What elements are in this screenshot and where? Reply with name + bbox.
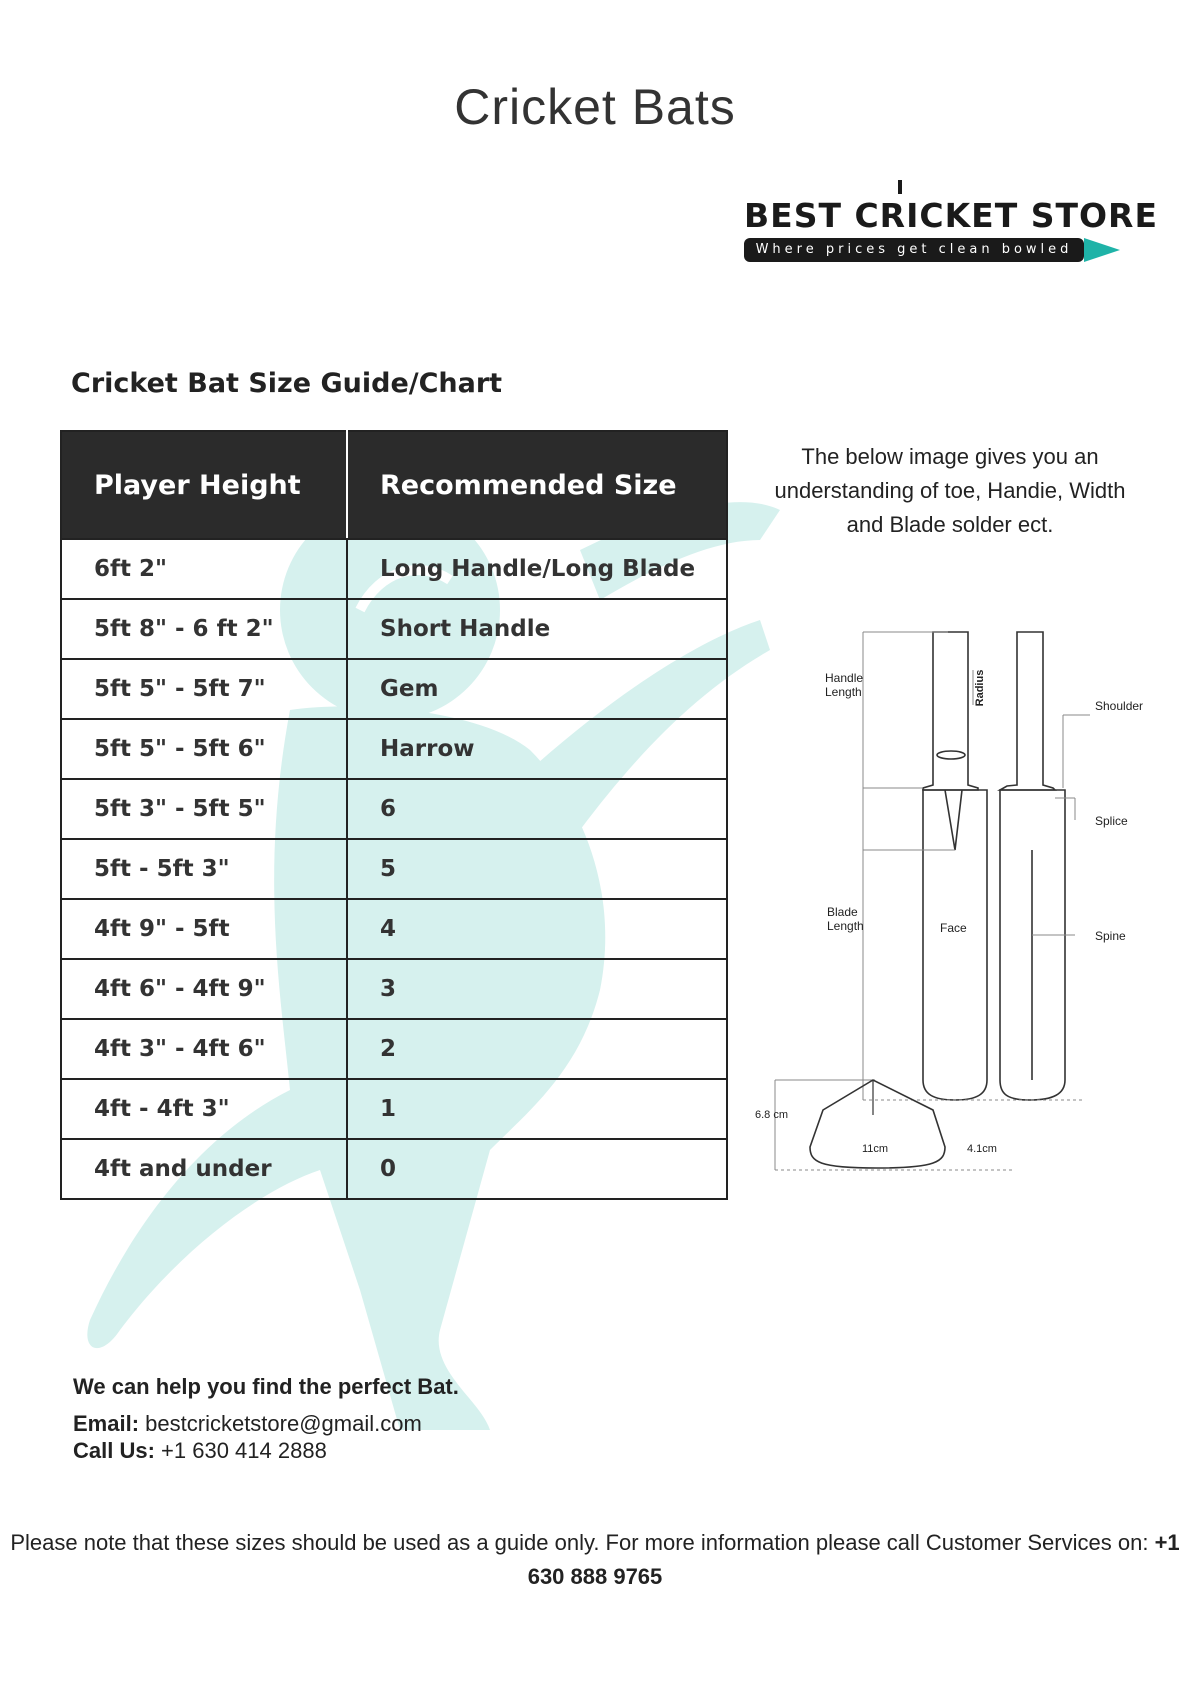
player-height-cell: 5ft 3" - 5ft 5" — [61, 779, 347, 839]
table-header-row — [61, 431, 727, 539]
page-title: Cricket Bats — [454, 79, 736, 135]
shoulder-label: Shoulder — [1095, 699, 1144, 713]
radius-label: Radius — [974, 669, 986, 707]
phone-label: Call Us: — [73, 1438, 155, 1463]
blade-length-label: Blade — [827, 905, 858, 919]
email-line — [73, 1410, 459, 1437]
recommended-size-cell: 1 — [347, 1079, 727, 1139]
spine-label: Spine — [1095, 929, 1126, 943]
front-bat-blade-icon — [923, 790, 987, 1100]
player-height-cell: 5ft 8" - 6 ft 2" — [61, 599, 347, 659]
player-height-cell: 5ft 5" - 5ft 6" — [61, 719, 347, 779]
table-row — [61, 899, 727, 959]
edge-label: 4.1cm — [967, 1143, 997, 1155]
handle-length-label-2: Length — [825, 685, 862, 699]
table-row — [61, 1079, 727, 1139]
email-label: Email: — [73, 1411, 140, 1436]
width-label: 11cm — [861, 1143, 889, 1155]
blade-length-label-2: Length — [827, 919, 864, 933]
recommended-size-cell: 5 — [347, 839, 727, 899]
footer-text: Please note that these sizes should be used as a guide only. For more information please call Customer Services on: — [10, 1530, 1149, 1555]
recommended-size-cell: Short Handle — [347, 599, 727, 659]
table-row — [61, 659, 727, 719]
recommended-size-cell: 0 — [347, 1139, 727, 1199]
player-height-cell: 4ft 6" - 4ft 9" — [61, 959, 347, 1019]
phone-line — [73, 1437, 459, 1464]
table-row — [61, 959, 727, 1019]
player-height-cell: 5ft 5" - 5ft 7" — [61, 659, 347, 719]
table-row — [61, 599, 727, 659]
header-recommended-size: Recommended Size — [347, 431, 727, 539]
customer-service-phone[interactable]: +1 630 888 9765 — [527, 1530, 1180, 1589]
logo-bat-icon — [898, 180, 902, 194]
table-row — [61, 539, 727, 599]
phone-link[interactable]: +1 630 414 2888 — [161, 1438, 327, 1463]
player-height-cell: 5ft - 5ft 3" — [61, 839, 347, 899]
logo-name: BEST CRICKET STORE — [744, 196, 1158, 235]
player-height-cell: 4ft 3" - 4ft 6" — [61, 1019, 347, 1079]
section-title: Cricket Bat Size Guide/Chart — [71, 368, 503, 399]
help-block — [73, 1374, 459, 1464]
player-height-cell: 4ft - 4ft 3" — [61, 1079, 347, 1139]
logo-tagline: Where prices get clean bowled — [744, 238, 1084, 262]
footer-note — [0, 1526, 1190, 1594]
splice-label: Splice — [1095, 814, 1128, 828]
table-row — [61, 779, 727, 839]
store-logo — [740, 176, 1158, 266]
logo-arrow-icon — [1084, 238, 1120, 262]
table-row — [61, 839, 727, 899]
table-row — [61, 1139, 727, 1199]
player-height-cell: 4ft and under — [61, 1139, 347, 1199]
help-heading: We can help you find the perfect Bat. — [73, 1374, 459, 1399]
table-row — [61, 719, 727, 779]
recommended-size-cell: 6 — [347, 779, 727, 839]
recommended-size-cell: 3 — [347, 959, 727, 1019]
recommended-size-cell: Long Handle/Long Blade — [347, 539, 727, 599]
side-bat-handle-icon — [1000, 632, 1055, 790]
player-height-cell: 4ft 9" - 5ft — [61, 899, 347, 959]
recommended-size-cell: 2 — [347, 1019, 727, 1079]
bat-anatomy-diagram — [755, 610, 1155, 1210]
bat-size-table — [60, 430, 728, 1200]
player-height-cell: 6ft 2" — [61, 539, 347, 599]
recommended-size-cell: Harrow — [347, 719, 727, 779]
recommended-size-cell: Gem — [347, 659, 727, 719]
header-player-height: Player Height — [61, 431, 347, 539]
table-row — [61, 1019, 727, 1079]
face-label: Face — [940, 921, 967, 935]
handle-length-label: Handle — [825, 671, 864, 685]
depth-label: 6.8 cm — [755, 1109, 789, 1121]
email-link[interactable]: bestcricketstore@gmail.com — [145, 1411, 422, 1436]
front-bat-handle-icon — [923, 632, 978, 790]
diagram-intro-text: The below image gives you an understanding of toe, Handie, Width and Blade solder ect. — [774, 444, 1126, 537]
recommended-size-cell: 4 — [347, 899, 727, 959]
